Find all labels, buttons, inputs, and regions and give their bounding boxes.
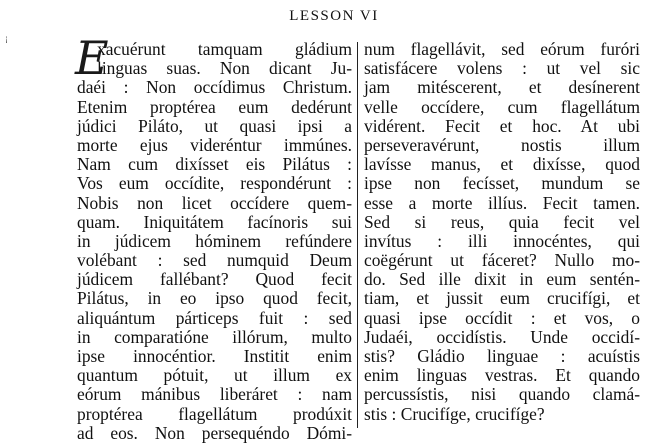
text-line: percussístis, nisi quando clamá-: [364, 384, 640, 405]
text-line: vidérent. Fecit et hoc. At ubi: [364, 115, 640, 136]
text-line: Vos eum occídite, respondérunt :: [77, 173, 352, 194]
text-line: ad eos. Non persequéndo Dómi-: [77, 422, 352, 443]
text-line: júdicem fallébant? Quod fecit: [77, 269, 352, 290]
left-column: [75, 31, 352, 443]
text-line: Judaéi, occidístis. Unde occidí-: [364, 326, 640, 347]
text-line: velle occídere, cum flagellátum: [364, 96, 640, 117]
right-column: [364, 40, 640, 424]
text-line: quantum pótuit, ut illum ex: [77, 365, 352, 386]
text-line: ipse innocéntior. Institit enim: [77, 346, 352, 366]
text-line: num flagellávit, sed eórum furóri: [364, 39, 640, 59]
text-line: eórum mánibus liberáret : nam: [77, 384, 352, 405]
text-line: stis : Crucifíge, crucifíge?: [364, 403, 545, 424]
text-line: jam mitéscerent, et desínerent: [364, 77, 640, 98]
text-line: júdici Piláto, ut quasi ipsi a: [77, 115, 352, 136]
text-line: in júdicem hóminem refúndere: [77, 230, 352, 251]
text-line: xacuérunt tamquam gládium: [97, 39, 352, 59]
text-line: coëgérunt ut fáceret? Nullo mo-: [364, 250, 640, 271]
text-line: Nam cum dixísset eis Pilátus :: [77, 154, 352, 175]
text-line: enim linguas vestras. Et quando: [364, 365, 640, 386]
text-line: volébant : sed numquid Deum: [77, 250, 352, 271]
text-line: quam. Iniquitátem facínoris sui: [77, 211, 352, 232]
text-line: Etenim proptérea eum dedérunt: [77, 96, 352, 117]
text-line: ipse non fecísset, mundum se: [364, 173, 640, 194]
text-line: satisfácere volens : ut vel sic: [364, 58, 640, 79]
column-divider: [357, 42, 358, 428]
text-line: perseveravérunt, nostis illum: [364, 134, 640, 155]
margin-mark: ¡: [5, 33, 8, 43]
text-line: linguas suas. Non dicant Ju-: [97, 58, 352, 79]
text-line: daéi : Non occídimus Christum.: [77, 77, 352, 98]
text-line: invítus : illi innocéntes, qui: [364, 230, 640, 251]
text-line: in comparatióne illórum, multo: [77, 326, 352, 347]
lesson-title: LESSON VI: [289, 8, 379, 24]
text-line: aliquántum párticeps fuit : sed: [77, 307, 352, 328]
text-line: morte ejus videréntur immúnes.: [77, 134, 352, 155]
text-line: quasi ipse occídit : et vos, o: [364, 307, 640, 328]
text-line: tiam, et jussit eum crucifígi, et: [364, 288, 640, 309]
text-line: esse a morte illíus. Fecit tamen.: [364, 192, 640, 213]
text-line: proptérea flagellátum prodúxit: [77, 403, 352, 424]
text-line: Sed si reus, quia fecit vel: [364, 211, 640, 232]
text-line: Pilátus, in eo ipso quod fecit,: [77, 288, 352, 309]
text-line: stis? Gládio linguae : acuístis: [364, 346, 640, 366]
text-line: lavísse manus, et dixísse, quod: [364, 154, 640, 175]
text-line: Nobis non licet occídere quem-: [77, 192, 352, 213]
drop-cap: E: [75, 31, 109, 85]
text-line: do. Sed ille dixit in eum sentén-: [364, 269, 640, 290]
